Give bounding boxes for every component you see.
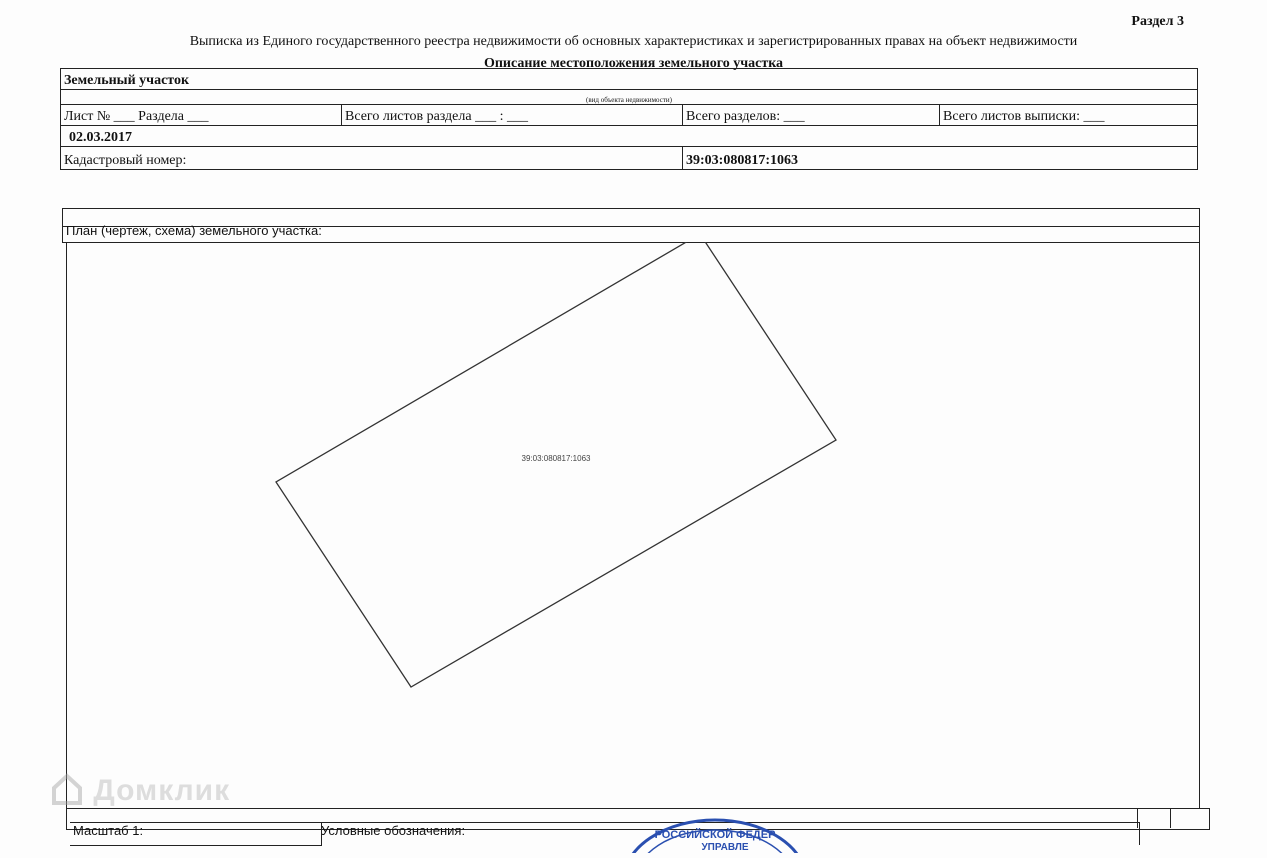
official-stamp [620,812,820,858]
plan-label: План (чертеж, схема) земельного участка: [66,223,322,238]
parcel-label: 39:03:080817:1063 [521,454,591,463]
plan-bottom-stub [1137,808,1171,828]
document-title: Выписка из Единого государственного реестра недвижимости об основных характеристиках и зарегистрированных правах на объект недвижимости [189,34,1078,49]
cadastral-number: 39:03:080817:1063 [683,147,1198,170]
sheet-number: Лист № ___ Раздела ___ [61,105,342,126]
house-logo-icon [50,772,84,806]
svg-text:УПРАВЛЕ: УПРАВЛЕ [701,842,749,853]
document-subtitle: Описание местоположения земельного участка [483,56,784,71]
watermark-text: Домклик [93,774,231,807]
object-type: Земельный участок [61,69,1198,90]
header-table [60,68,1198,170]
total-sections: Всего разделов: ___ [683,105,940,126]
extract-date: 02.03.2017 [61,126,1198,147]
scale-label: Масштаб 1: [70,822,322,846]
legend-label: Условные обозначения: [318,822,1140,845]
object-kind-caption: (вид объекта недвижимости) [61,90,1198,105]
total-sheets-extract: Всего листов выписки: ___ [940,105,1198,126]
parcel-drawing [67,242,1199,808]
section-label: Раздел 3 [1131,14,1184,29]
parcel-outline [276,242,836,687]
cadastral-label: Кадастровый номер: [61,147,683,170]
plan-drawing-area [66,242,1200,808]
svg-text:РОССИЙСКОЙ ФЕДЕР: РОССИЙСКОЙ ФЕДЕР [654,829,776,841]
domclick-watermark [50,772,230,808]
total-sheets-section: Всего листов раздела ___ : ___ [342,105,683,126]
